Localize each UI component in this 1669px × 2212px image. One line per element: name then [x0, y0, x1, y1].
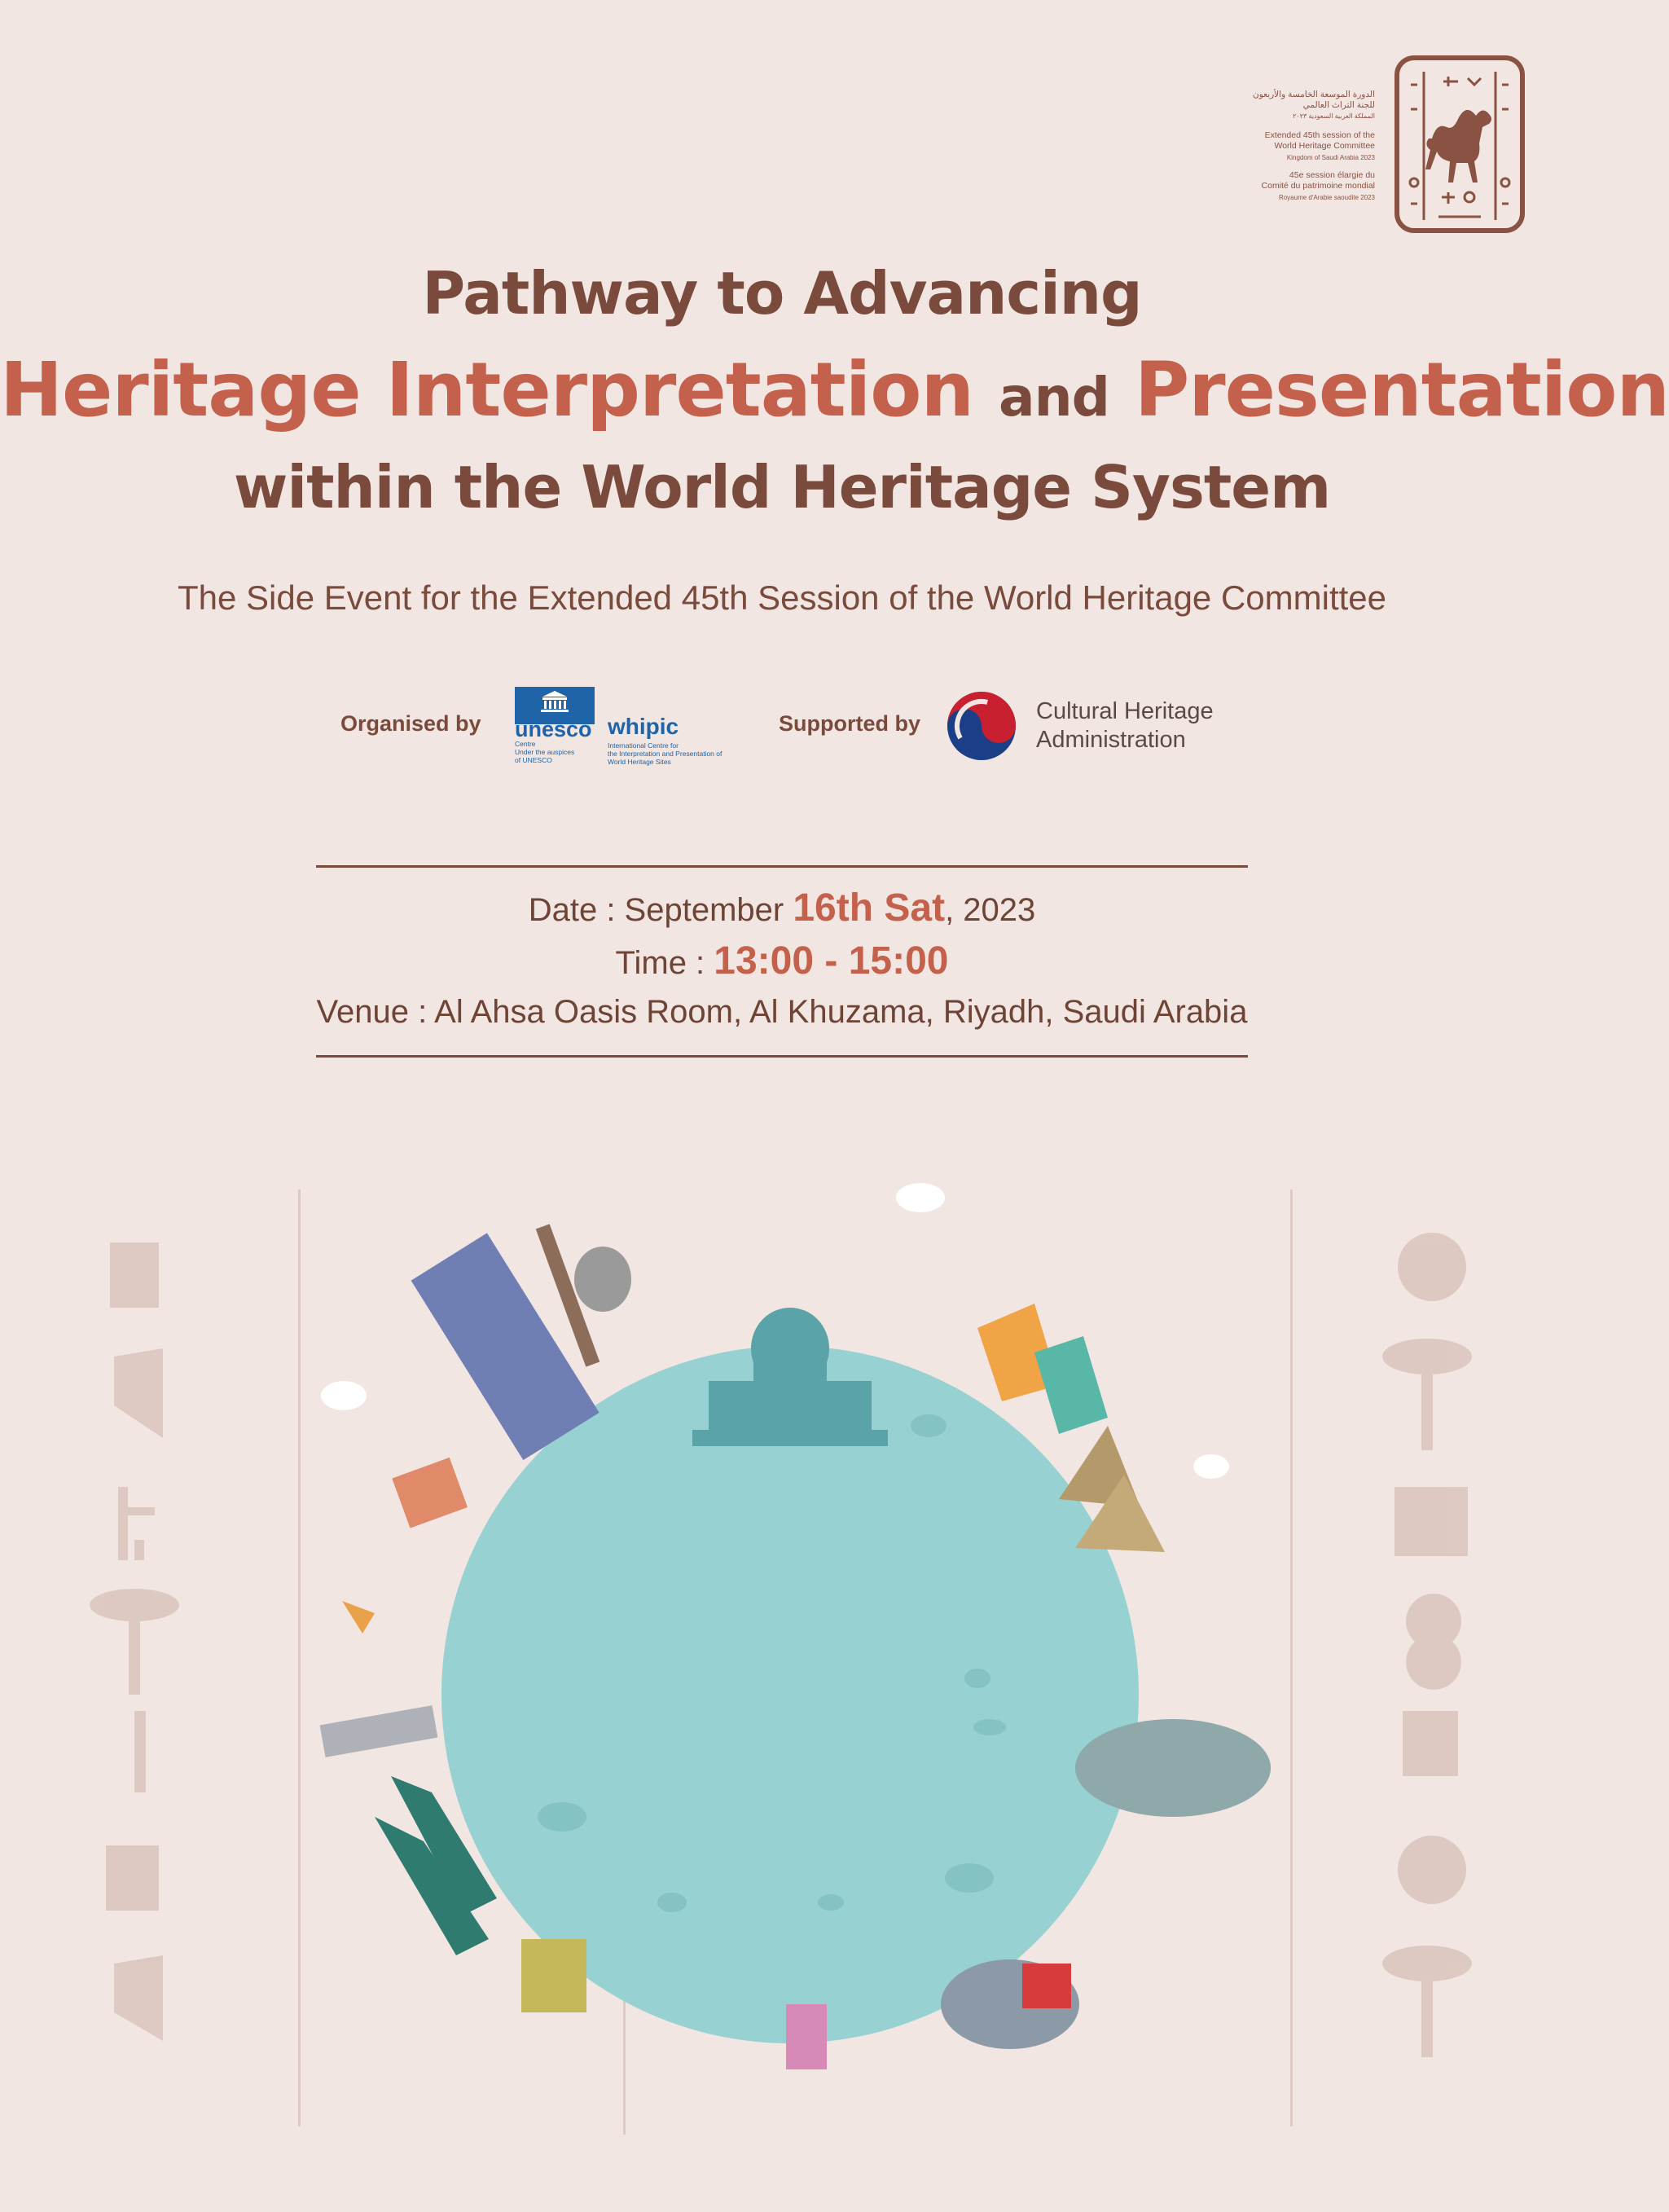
pink-tower	[786, 2004, 827, 2069]
camel-glyph-icon	[1399, 60, 1520, 228]
leaning-tower	[411, 1233, 600, 1460]
whipic-sub2: the Interpretation and Presentation of	[608, 750, 723, 758]
date-prefix: Date : September	[528, 892, 793, 928]
unesco-sub3: of UNESCO	[515, 756, 552, 764]
title-presentation: Presentation	[1134, 346, 1669, 433]
whipic-logo: whipic	[608, 714, 679, 739]
emblem-fr-line2: Comité du patrimoine mondial	[1261, 181, 1375, 191]
title-line1: Pathway to Advancing	[422, 259, 1142, 328]
cha-line1: Cultural Heritage	[1036, 698, 1214, 724]
globe	[441, 1346, 1139, 2043]
cha-line2: Administration	[1036, 727, 1186, 753]
unesco-sub1: Centre	[515, 740, 536, 748]
taegeuk-icon	[945, 689, 1018, 763]
cultural-heritage-administration-name	[1036, 697, 1214, 754]
emblem-en-line1: Extended 45th session of the	[1264, 130, 1375, 140]
buddha-statue	[1075, 1719, 1271, 1817]
bird	[342, 1601, 375, 1634]
date-highlight: 16th Sat	[793, 886, 946, 930]
world-heritage-illustration	[0, 1124, 1564, 2183]
organised-by-label: Organised by	[340, 711, 481, 736]
time-highlight: 13:00 - 15:00	[714, 939, 949, 983]
supported-by-label: Supported by	[779, 711, 920, 736]
small-building	[392, 1458, 468, 1528]
title-line2	[0, 346, 1669, 433]
title-heritage-interpretation: Heritage Interpretation	[0, 346, 974, 433]
event-date	[0, 886, 1564, 930]
whipic-sub3: World Heritage Sites	[608, 758, 671, 766]
emblem-fr-line1: 45e session élargie du	[1289, 170, 1375, 180]
title-and: and	[999, 366, 1109, 429]
title-line3: within the World Heritage System	[233, 453, 1331, 521]
divider-bottom	[316, 1055, 1248, 1058]
statue	[320, 1705, 438, 1757]
yellow-house	[521, 1939, 586, 2012]
subtitle: The Side Event for the Extended 45th Session of the World Heritage Committee	[177, 578, 1387, 617]
time-prefix: Time :	[615, 945, 714, 981]
divider-top	[316, 865, 1248, 868]
elephant	[941, 1959, 1079, 2049]
unesco-name: unesco	[515, 717, 592, 741]
unesco-sub2: Under the auspices	[515, 748, 575, 756]
date-suffix: , 2023	[945, 892, 1036, 928]
emblem-arabic-line2: للجنة التراث العالمي	[1302, 100, 1375, 110]
emblem-en-line2: World Heritage Committee	[1274, 141, 1375, 151]
whipic-sub1: International Centre for	[608, 741, 679, 750]
emblem-fr-line3: Royaume d'Arabie saoudite 2023	[1278, 194, 1375, 201]
emblem-arabic-line1: الدورة الموسعة الخامسة والأربعون	[1252, 90, 1375, 99]
emblem-en-line3: Kingdom of Saudi Arabia 2023	[1286, 154, 1375, 161]
emblem-arabic-line3: المملكة العربية السعودية ٢٠٢٣	[1293, 112, 1375, 120]
committee-emblem-logo	[1394, 55, 1525, 233]
event-venue: Venue : Al Ahsa Oasis Room, Al Khuzama, Riyadh, Saudi Arabia	[316, 994, 1248, 1030]
event-time	[0, 939, 1564, 983]
